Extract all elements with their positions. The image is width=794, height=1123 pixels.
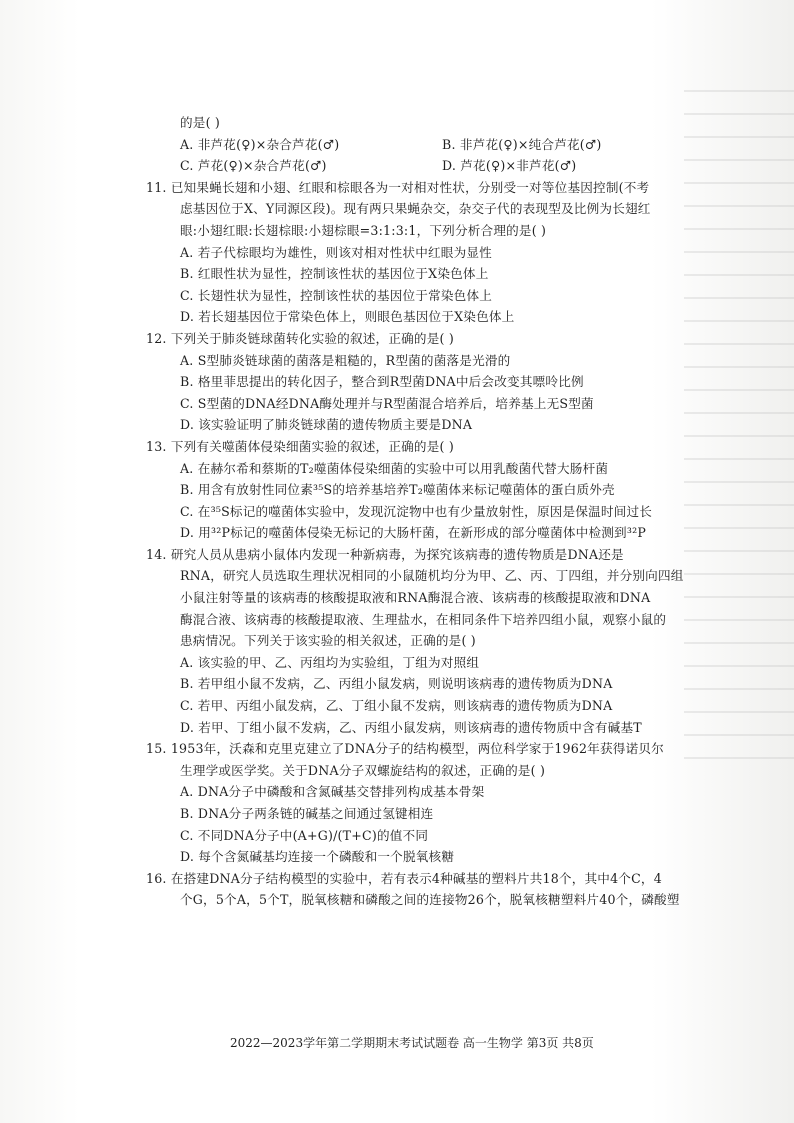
- q13-option-a: A. 在赫尔希和蔡斯的T₂噬菌体侵染细菌的实验中可以用乳酸菌代替大肠杆菌: [180, 460, 609, 476]
- q14-option-d: D. 若甲、丁组小鼠不发病，乙、丙组小鼠发病，则该病毒的遗传物质中含有碱基T: [180, 719, 642, 735]
- q15-option-c: C. 不同DNA分子中(A+G)/(T+C)的值不同: [180, 827, 429, 843]
- q13-option-c: C. 在³⁵S标记的噬菌体实验中，发现沉淀物中也有少量放射性，原因是保温时间过长: [180, 503, 653, 519]
- q11-option-b: B. 红眼性状为显性，控制该性状的基因位于X染色体上: [180, 266, 489, 282]
- q12-option-b: B. 格里菲思提出的转化因子，整合到R型菌DNA中后会改变其嘌呤比例: [180, 374, 584, 390]
- q12-stem: 12. 下列关于肺炎链球菌转化实验的叙述，正确的是( ): [146, 330, 454, 346]
- q14-option-c: C. 若甲、丙组小鼠发病，乙、丁组小鼠不发病，则该病毒的遗传物质为DNA: [180, 698, 613, 714]
- question-text: [146, 112, 706, 911]
- q10-options-row2: [146, 155, 706, 177]
- q10-option-c: C. 芦花(♀)×杂合芦花(♂): [180, 158, 327, 174]
- q11-option-d: D. 若长翅基因位于常染色体上，则眼色基因位于X染色体上: [180, 309, 515, 325]
- q10-stem-end: 的是( ): [180, 115, 221, 130]
- page-footer: 2022—2023学年第二学期期末考试试题卷 高一生物学 第3页 共8页: [230, 1036, 594, 1050]
- q12-option-a: A. S型肺炎链球菌的菌落是粗糙的，R型菌的菌落是光滑的: [180, 352, 511, 368]
- q16-stem-line2: 个G，5个A，5个T，脱氧核糖和磷酸之间的连接物26个，脱氧核糖塑料片40个，磷酸塑: [180, 892, 680, 908]
- q15-option-d: D. 每个含氮碱基均连接一个磷酸和一个脱氧核糖: [180, 849, 455, 865]
- q11-stem-line3: 眼:小翅红眼:长翅棕眼:小翅棕眼=3:1:3:1，下列分析合理的是( ): [180, 222, 547, 238]
- q13-option-b: B. 用含有放射性同位素³⁵S的培养基培养T₂噬菌体来标记噬菌体的蛋白质外壳: [180, 482, 615, 498]
- q16-stem-line1: 16. 在搭建DNA分子结构模型的实验中，若有表示4种碱基的塑料片共18个，其中4个C，4: [146, 870, 662, 886]
- q15-stem-line2: 生理学或医学奖。关于DNA分子双螺旋结构的叙述，正确的是( ): [180, 762, 546, 778]
- q10-options-row1: [146, 134, 706, 156]
- q14-option-a: A. 该实验的甲、乙、丙组均为实验组，丁组为对照组: [180, 654, 480, 670]
- q11-option-a: A. 若子代棕眼均为雄性，则该对相对性状中红眼为显性: [180, 244, 492, 260]
- q15-option-a: A. DNA分子中磷酸和含氮碱基交替排列构成基本骨架: [180, 784, 485, 800]
- q12-option-c: C. S型菌的DNA经DNA酶处理并与R型菌混合培养后，培养基上无S型菌: [180, 395, 594, 411]
- q11-stem-line1: 11. 已知果蝇长翅和小翅、红眼和棕眼各为一对相对性状，分别受一对等位基因控制(不考: [146, 179, 650, 195]
- q13-stem: 13. 下列有关噬菌体侵染细菌实验的叙述，正确的是( ): [146, 438, 454, 454]
- q10-option-b: B. 非芦花(♀)×纯合芦花(♂): [442, 136, 602, 152]
- q14-stem-line5: 患病情况。下列关于该实验的相关叙述，正确的是( ): [180, 633, 476, 649]
- q12-option-d: D. 该实验证明了肺炎链球菌的遗传物质主要是DNA: [180, 417, 473, 433]
- q10-option-a: A. 非芦花(♀)×杂合芦花(♂): [180, 136, 340, 152]
- q15-option-b: B. DNA分子两条链的碱基之间通过氢键相连: [180, 806, 434, 821]
- q13-option-d: D. 用³²P标记的噬菌体侵染无标记的大肠杆菌，在新形成的部分噬菌体中检测到³²P: [180, 525, 646, 541]
- q14-stem-line1: 14. 研究人员从患病小鼠体内发现一种新病毒，为探究该病毒的遗传物质是DNA还是: [146, 546, 624, 562]
- q11-stem-line2: 虑基因位于X、Y同源区段)。现有两只果蝇杂交，杂交子代的表现型及比例为长翅红: [180, 201, 651, 217]
- q14-stem-line4: 酶混合液、该病毒的核酸提取液、生理盐水，在相同条件下培养四组小鼠，观察小鼠的: [180, 611, 667, 627]
- q14-stem-line2: RNA，研究人员选取生理状况相同的小鼠随机均分为甲、乙、丙、丁四组，并分别向四组: [180, 568, 684, 584]
- q10-option-d: D. 芦花(♀)×非芦花(♂): [442, 158, 577, 174]
- q14-option-b: B. 若甲组小鼠不发病，乙、丙组小鼠发病，则说明该病毒的遗传物质为DNA: [180, 676, 613, 692]
- q14-stem-line3: 小鼠注射等量的该病毒的核酸提取液和RNA酶混合液、该病毒的核酸提取液和DNA: [180, 590, 651, 606]
- q11-option-c: C. 长翅性状为显性，控制该性状的基因位于常染色体上: [180, 287, 493, 303]
- q15-stem-line1: 15. 1953年，沃森和克里克建立了DNA分子的结构模型，两位科学家于1962年获得诺贝尔: [146, 741, 664, 757]
